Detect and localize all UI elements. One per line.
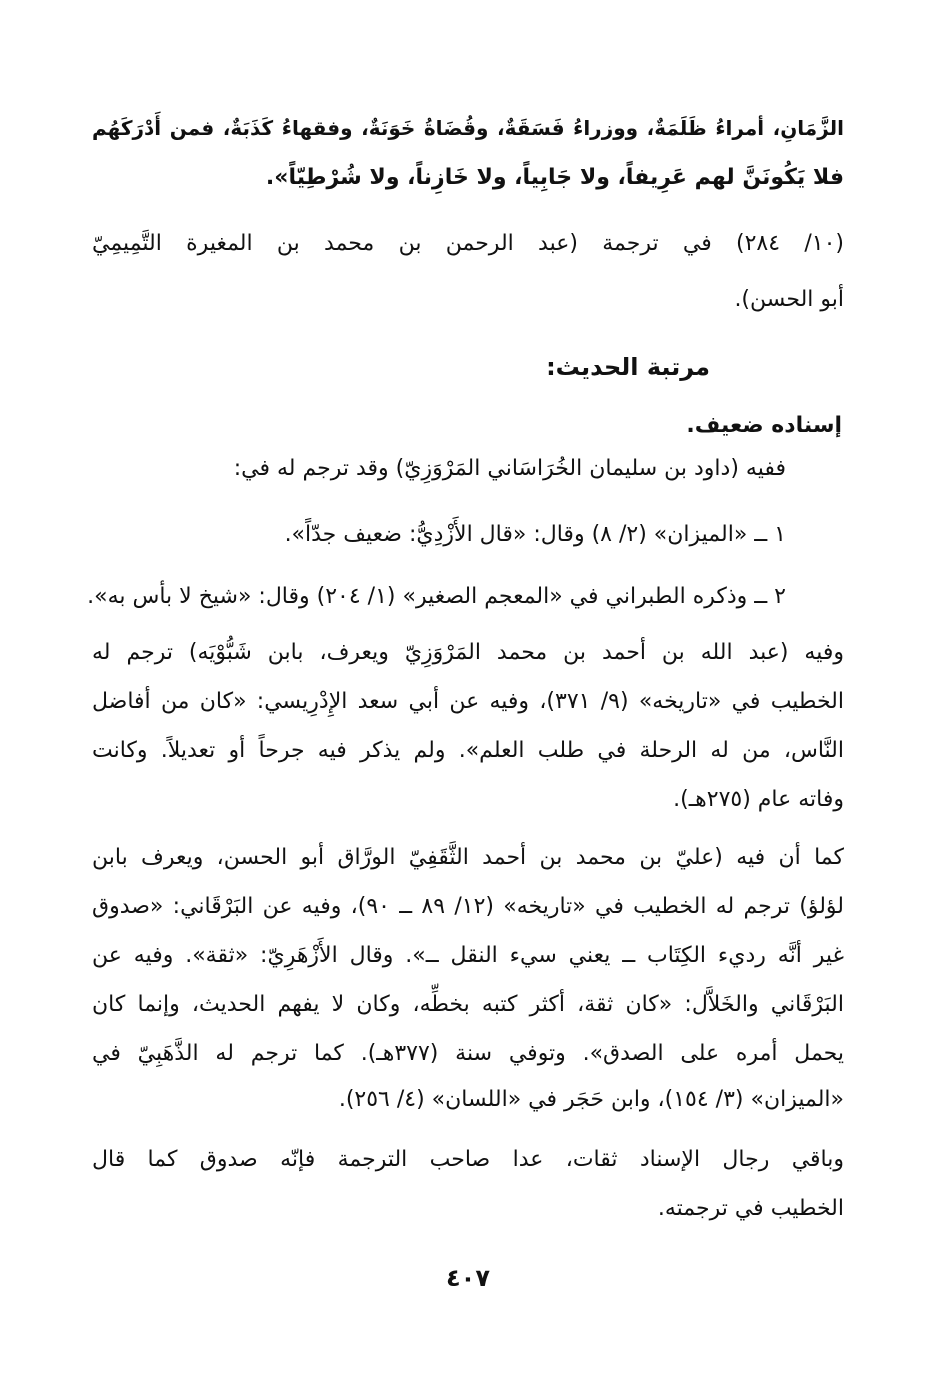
paragraph-2-line-1: كما أن فيه (عليّ بن محمد بن أحمد الثَّقَفِيّ الورَّاق أبو الحسن، ويعرف بابن [92, 845, 844, 870]
isnad-grade: إسناده ضعيف. [686, 413, 842, 438]
narrator-intro-line: ففيه (داود بن سليمان الخُرَاسَاني المَرْوَزِيّ) وقد ترجم له في: [233, 456, 786, 481]
paragraph-1-line-2: الخطيب في «تاريخه» (٩/ ٣٧١)، وفيه عن أبي سعد الإِدْرِيسي: «كان من أفاضل [92, 689, 844, 714]
numbered-item-1: ١ ــ «الميزان» (٢/ ٨) وقال: «قال الأَزْدِيُّ: ضعيف جدّاً». [284, 522, 786, 547]
paragraph-2-line-3: غير أنَّه رديء الكِتَاب ــ يعني سيء النقل ــ». وقال الأَزْهَرِيّ: «ثقة». وفيه عن [92, 943, 844, 968]
section-heading: مرتبة الحديث: [546, 353, 710, 381]
hadith-text-line-1: الزَّمَانِ، أمراءُ ظَلَمَةٌ، ووزراءُ فَسَقَةٌ، وقُضَاةُ خَوَنَةٌ، وفقهاءُ كَذَبَةٌ، فمن أَدْرَكَهُم [92, 116, 844, 140]
paragraph-1-line-4: وفاته عام (٢٧٥هـ). [673, 787, 844, 812]
paragraph-1-line-1: وفيه (عبد الله بن أحمد بن محمد المَرْوَزِيّ ويعرف، بابن شَبُّوْيَه) ترجم له [92, 640, 844, 665]
paragraph-2-line-6: «الميزان» (٣/ ١٥٤)، وابن حَجَر في «اللسان» (٤/ ٢٥٦). [338, 1087, 844, 1112]
numbered-item-2: ٢ ــ وذكره الطبراني في «المعجم الصغير» (١/ ٢٠٤) وقال: «شيخ لا بأس به». [87, 584, 786, 609]
paragraph-3-line-2: الخطيب في ترجمته. [657, 1196, 844, 1221]
reference-line-1: (١٠/ ٢٨٤) في ترجمة (عبد الرحمن بن محمد بن المغيرة التَّمِيمِيّ [92, 231, 844, 256]
reference-line-2: أبو الحسن). [734, 287, 844, 312]
paragraph-3-line-1: وباقي رجال الإسناد ثقات، عدا صاحب الترجمة فإنّه صدوق كما قال [92, 1147, 844, 1172]
paragraph-2-line-5: يحمل أمره على الصدق». وتوفي سنة (٣٧٧هـ). كما ترجم له الذَّهَبِيّ في [92, 1041, 844, 1066]
paragraph-2-line-2: لؤلؤ) ترجم له الخطيب في «تاريخه» (١٢/ ٨٩ ــ ٩٠)، وفيه عن البَرْقَاني: «صدوق [92, 894, 845, 919]
hadith-text-line-2: فلا يَكُونَنَّ لهم عَرِيفاً، ولا جَابِياً، ولا خَازِناً، ولا شُرْطِيّاً». [265, 165, 844, 190]
paragraph-2-line-4: البَرْقَاني والخَلاَّل: «كان ثقة، أكثر كتبه بخطِّه، وكان لا يفهم الحديث، وإنما كان [92, 992, 844, 1017]
paragraph-1-line-3: النَّاس، من له الرحلة في طلب العلم». ولم يذكر فيه جرحاً أو تعديلاً. وكانت [92, 738, 844, 763]
page-number: ٤٠٧ [446, 1264, 490, 1292]
